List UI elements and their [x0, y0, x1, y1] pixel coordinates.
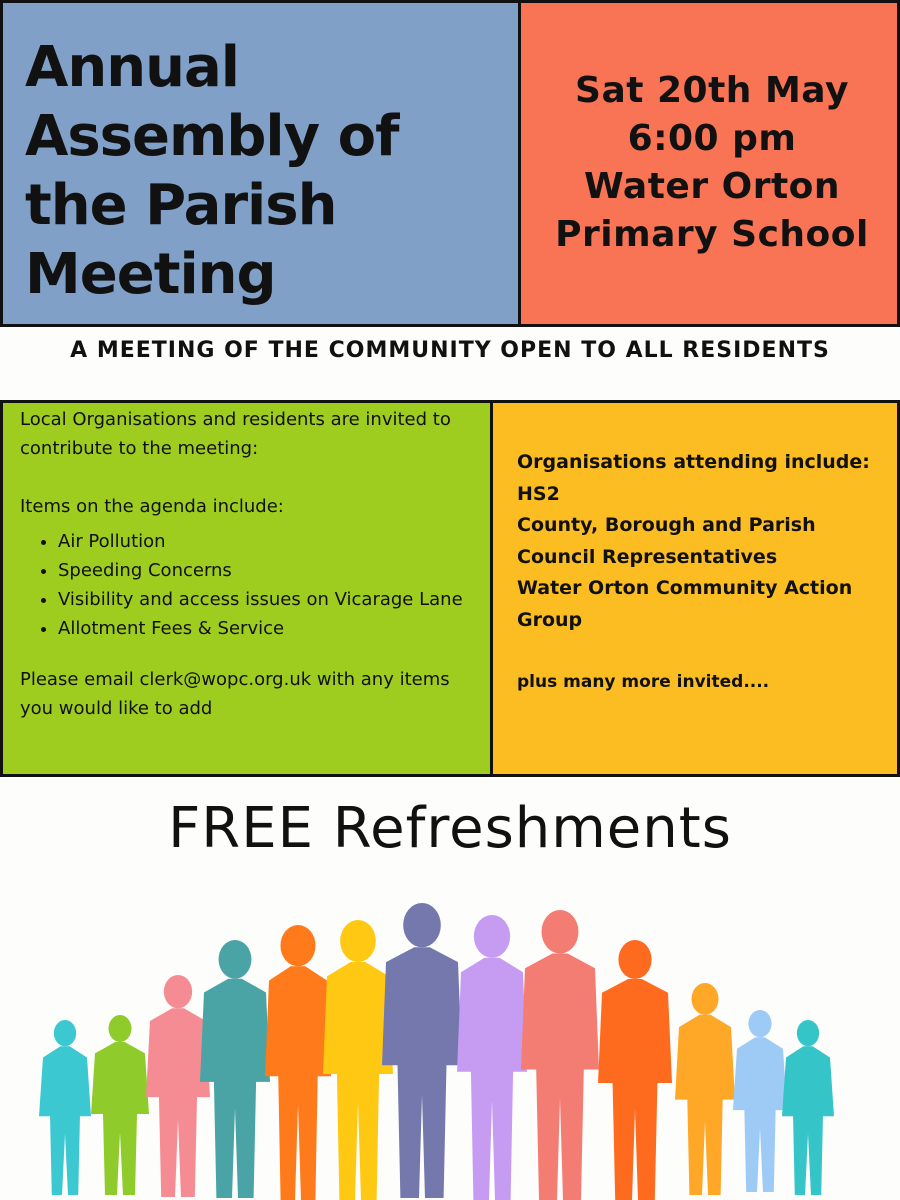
title-panel [0, 0, 521, 327]
person-silhouette [521, 910, 599, 1200]
person-silhouette [265, 925, 331, 1200]
event-details-panel [518, 0, 900, 327]
event-time: 6:00 pm [627, 118, 797, 159]
agenda-item: • Visibility and access issues on Vicarage Lane [58, 585, 480, 614]
title-line: Annual [25, 35, 239, 100]
person-silhouette [91, 1015, 149, 1195]
organisations-more: plus many more invited.... [517, 672, 770, 692]
agenda-text [20, 405, 480, 723]
title-line: Assembly of [25, 104, 399, 169]
person-silhouette [382, 903, 462, 1198]
agenda-list [20, 527, 480, 643]
strapline: A MEETING OF THE COMMUNITY OPEN TO ALL RESIDENTS [70, 338, 830, 363]
agenda-email-note: Please email clerk@wopc.org.uk with any items you would like to add [20, 669, 450, 719]
organisations-panel [490, 400, 900, 777]
event-date: Sat 20th May [575, 70, 849, 111]
organisations-text [517, 447, 887, 699]
title-line: Meeting [25, 242, 276, 307]
people-silhouettes-illustration [0, 895, 900, 1200]
person-silhouette [733, 1010, 787, 1192]
free-refreshments-heading: FREE Refreshments [168, 796, 732, 861]
person-silhouette [39, 1020, 91, 1195]
person-silhouette [457, 915, 527, 1200]
agenda-intro: Local Organisations and residents are invited to contribute to the meeting: [20, 409, 451, 459]
organisations-heading: Organisations attending include: [517, 451, 870, 473]
person-silhouette [675, 983, 735, 1195]
poster-title [25, 33, 505, 309]
organisation-item: Water Orton Community Action Group [517, 577, 853, 631]
agenda-items-heading: Items on the agenda include: [20, 496, 284, 517]
agenda-item: • Allotment Fees & Service [58, 614, 480, 643]
person-silhouette [200, 940, 270, 1198]
event-venue-line1: Water Orton [583, 166, 841, 207]
organisation-item: County, Borough and Parish Council Representatives [517, 514, 816, 568]
agenda-item: • Speeding Concerns [58, 556, 480, 585]
person-silhouette [146, 975, 210, 1197]
agenda-panel [0, 400, 493, 777]
person-silhouette [598, 940, 672, 1200]
event-venue-line2: Primary School [555, 214, 869, 255]
organisation-item: HS2 [517, 482, 560, 505]
person-silhouette [782, 1020, 834, 1195]
event-details [521, 67, 900, 259]
agenda-item: • Air Pollution [58, 527, 480, 556]
title-line: the Parish [25, 173, 337, 238]
